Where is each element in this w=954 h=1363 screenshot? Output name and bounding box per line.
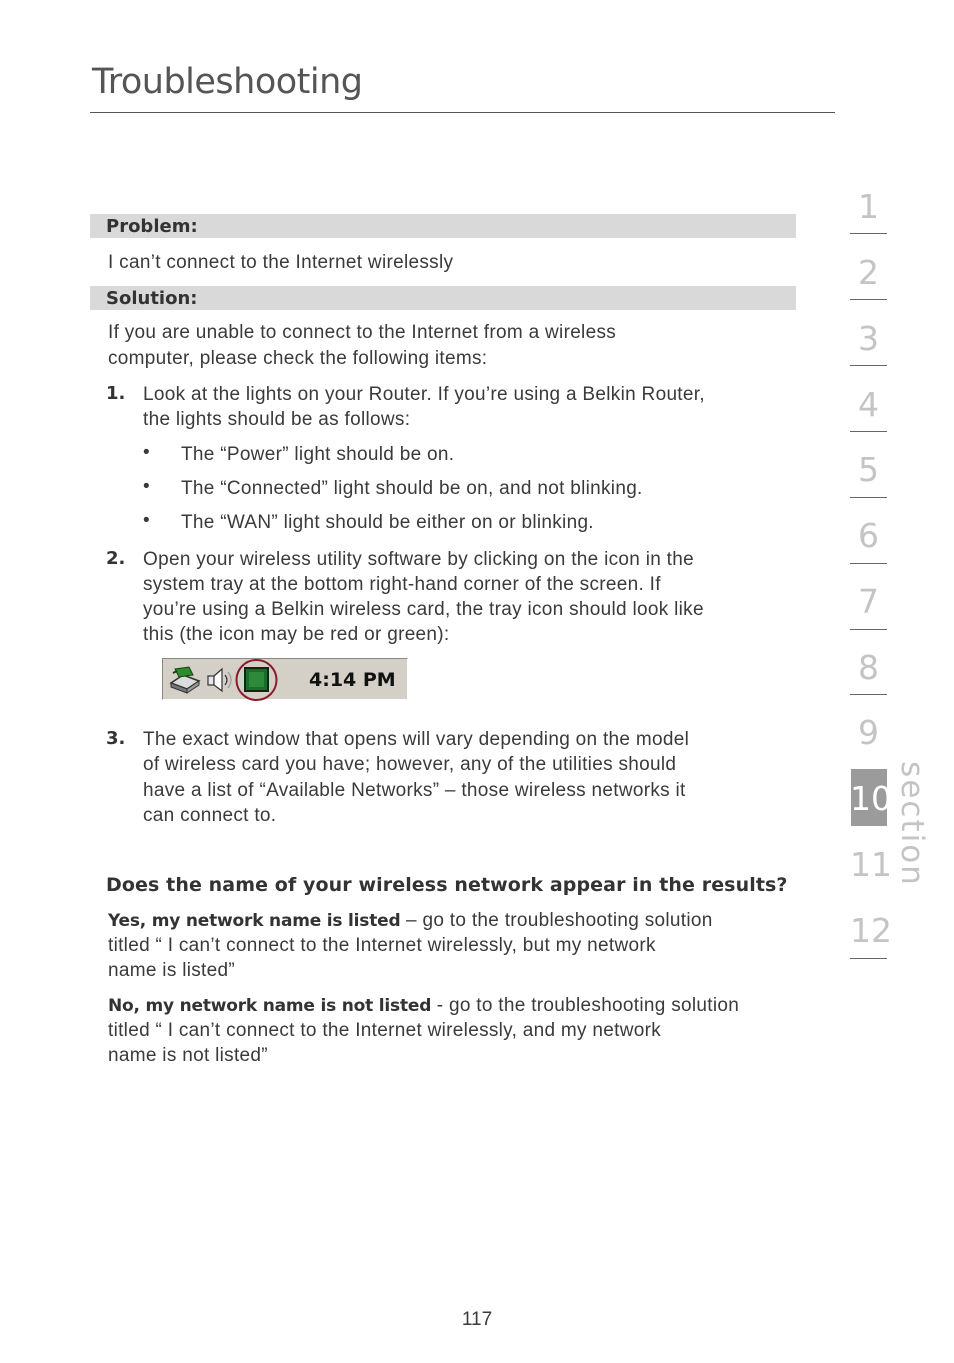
section-nav-divider: [850, 694, 887, 695]
page-number: 117: [461, 1309, 493, 1330]
answer-yes-text: – go to the troubleshooting solution: [400, 910, 713, 931]
step-text-line: system tray at the bottom right-hand corner of the screen. If: [143, 574, 661, 595]
bullet-marker: •: [143, 476, 150, 497]
bullet-item: The “WAN” light should be either on or blinking.: [181, 512, 594, 533]
step-text-line: have a list of “Available Networks” – those wireless networks it: [143, 780, 686, 801]
section-nav-divider: [850, 958, 887, 959]
section-nav-item[interactable]: 2: [858, 253, 879, 292]
step-text-line: you’re using a Belkin wireless card, the tray icon should look like: [143, 599, 704, 620]
answer-yes-line: titled “ I can’t connect to the Internet wirelessly, but my network: [108, 935, 656, 956]
answer-no-label: No, my network name is not listed: [108, 996, 432, 1016]
section-label: section: [894, 761, 930, 887]
section-nav-item[interactable]: 4: [858, 385, 879, 424]
step-text-line: can connect to.: [143, 805, 277, 826]
step-text-line: Open your wireless utility software by clicking on the icon in the: [143, 549, 694, 570]
step-text-line: the lights should be as follows:: [143, 409, 411, 430]
section-nav-item[interactable]: 11: [850, 845, 892, 884]
system-tray-image: [162, 658, 408, 700]
title-divider: [90, 112, 835, 113]
bullet-item: The “Connected” light should be on, and not blinking.: [181, 478, 643, 499]
bullet-item: The “Power” light should be on.: [181, 444, 455, 465]
answer-yes-line: name is listed”: [108, 960, 235, 981]
step-text-line: The exact window that opens will vary depending on the model: [143, 729, 690, 750]
section-nav-divider: [850, 629, 887, 630]
step-text-line: this (the icon may be red or green):: [143, 624, 450, 645]
section-nav-divider: [850, 299, 887, 300]
section-nav-divider: [850, 563, 887, 564]
step-number: 3.: [106, 728, 126, 749]
answer-no-line: name is not listed”: [108, 1045, 268, 1066]
bullet-marker: •: [143, 442, 150, 463]
answer-no-line: titled “ I can’t connect to the Internet wirelessly, and my network: [108, 1020, 662, 1041]
section-nav-item[interactable]: 6: [858, 516, 879, 555]
solution-label: Solution:: [90, 286, 796, 310]
step-text-line: Look at the lights on your Router. If you’re using a Belkin Router,: [143, 384, 705, 405]
answer-yes-line: [108, 908, 713, 935]
section-nav-divider: [850, 431, 887, 432]
section-nav-divider: [850, 233, 887, 234]
problem-text: I can’t connect to the Internet wirelessly: [108, 252, 454, 273]
answer-no-line: [108, 993, 739, 1020]
belkin-wireless-icon: [235, 659, 289, 706]
step-number: 1.: [106, 383, 126, 404]
section-nav-item[interactable]: 9: [858, 713, 879, 752]
section-nav-item[interactable]: 1: [858, 187, 879, 226]
step-number: 2.: [106, 548, 126, 569]
section-nav-divider: [850, 497, 887, 498]
tray-clock: 4:14 PM: [309, 669, 396, 691]
problem-label: Problem:: [90, 214, 796, 238]
network-icon: [169, 665, 203, 700]
page-title: Troubleshooting: [92, 62, 363, 102]
bullet-marker: •: [143, 510, 150, 531]
section-nav-divider: [850, 365, 887, 366]
section-nav-item[interactable]: 8: [858, 648, 879, 687]
answer-no-text: - go to the troubleshooting solution: [431, 995, 740, 1016]
section-nav-item[interactable]: 7: [858, 582, 879, 621]
solution-intro-line: If you are unable to connect to the Internet from a wireless: [108, 322, 617, 343]
section-nav-item[interactable]: 3: [858, 319, 879, 358]
section-nav-item[interactable]: 5: [858, 450, 879, 489]
section-nav-item[interactable]: 12: [850, 911, 892, 950]
section-nav-item-active[interactable]: 10: [850, 779, 892, 818]
solution-intro-line: computer, please check the following items:: [108, 348, 488, 369]
question-heading: Does the name of your wireless network appear in the results?: [106, 874, 788, 896]
speaker-icon: [205, 666, 235, 699]
answer-yes-label: Yes, my network name is listed: [108, 911, 401, 931]
step-text-line: of wireless card you have; however, any of the utilities should: [143, 754, 677, 775]
